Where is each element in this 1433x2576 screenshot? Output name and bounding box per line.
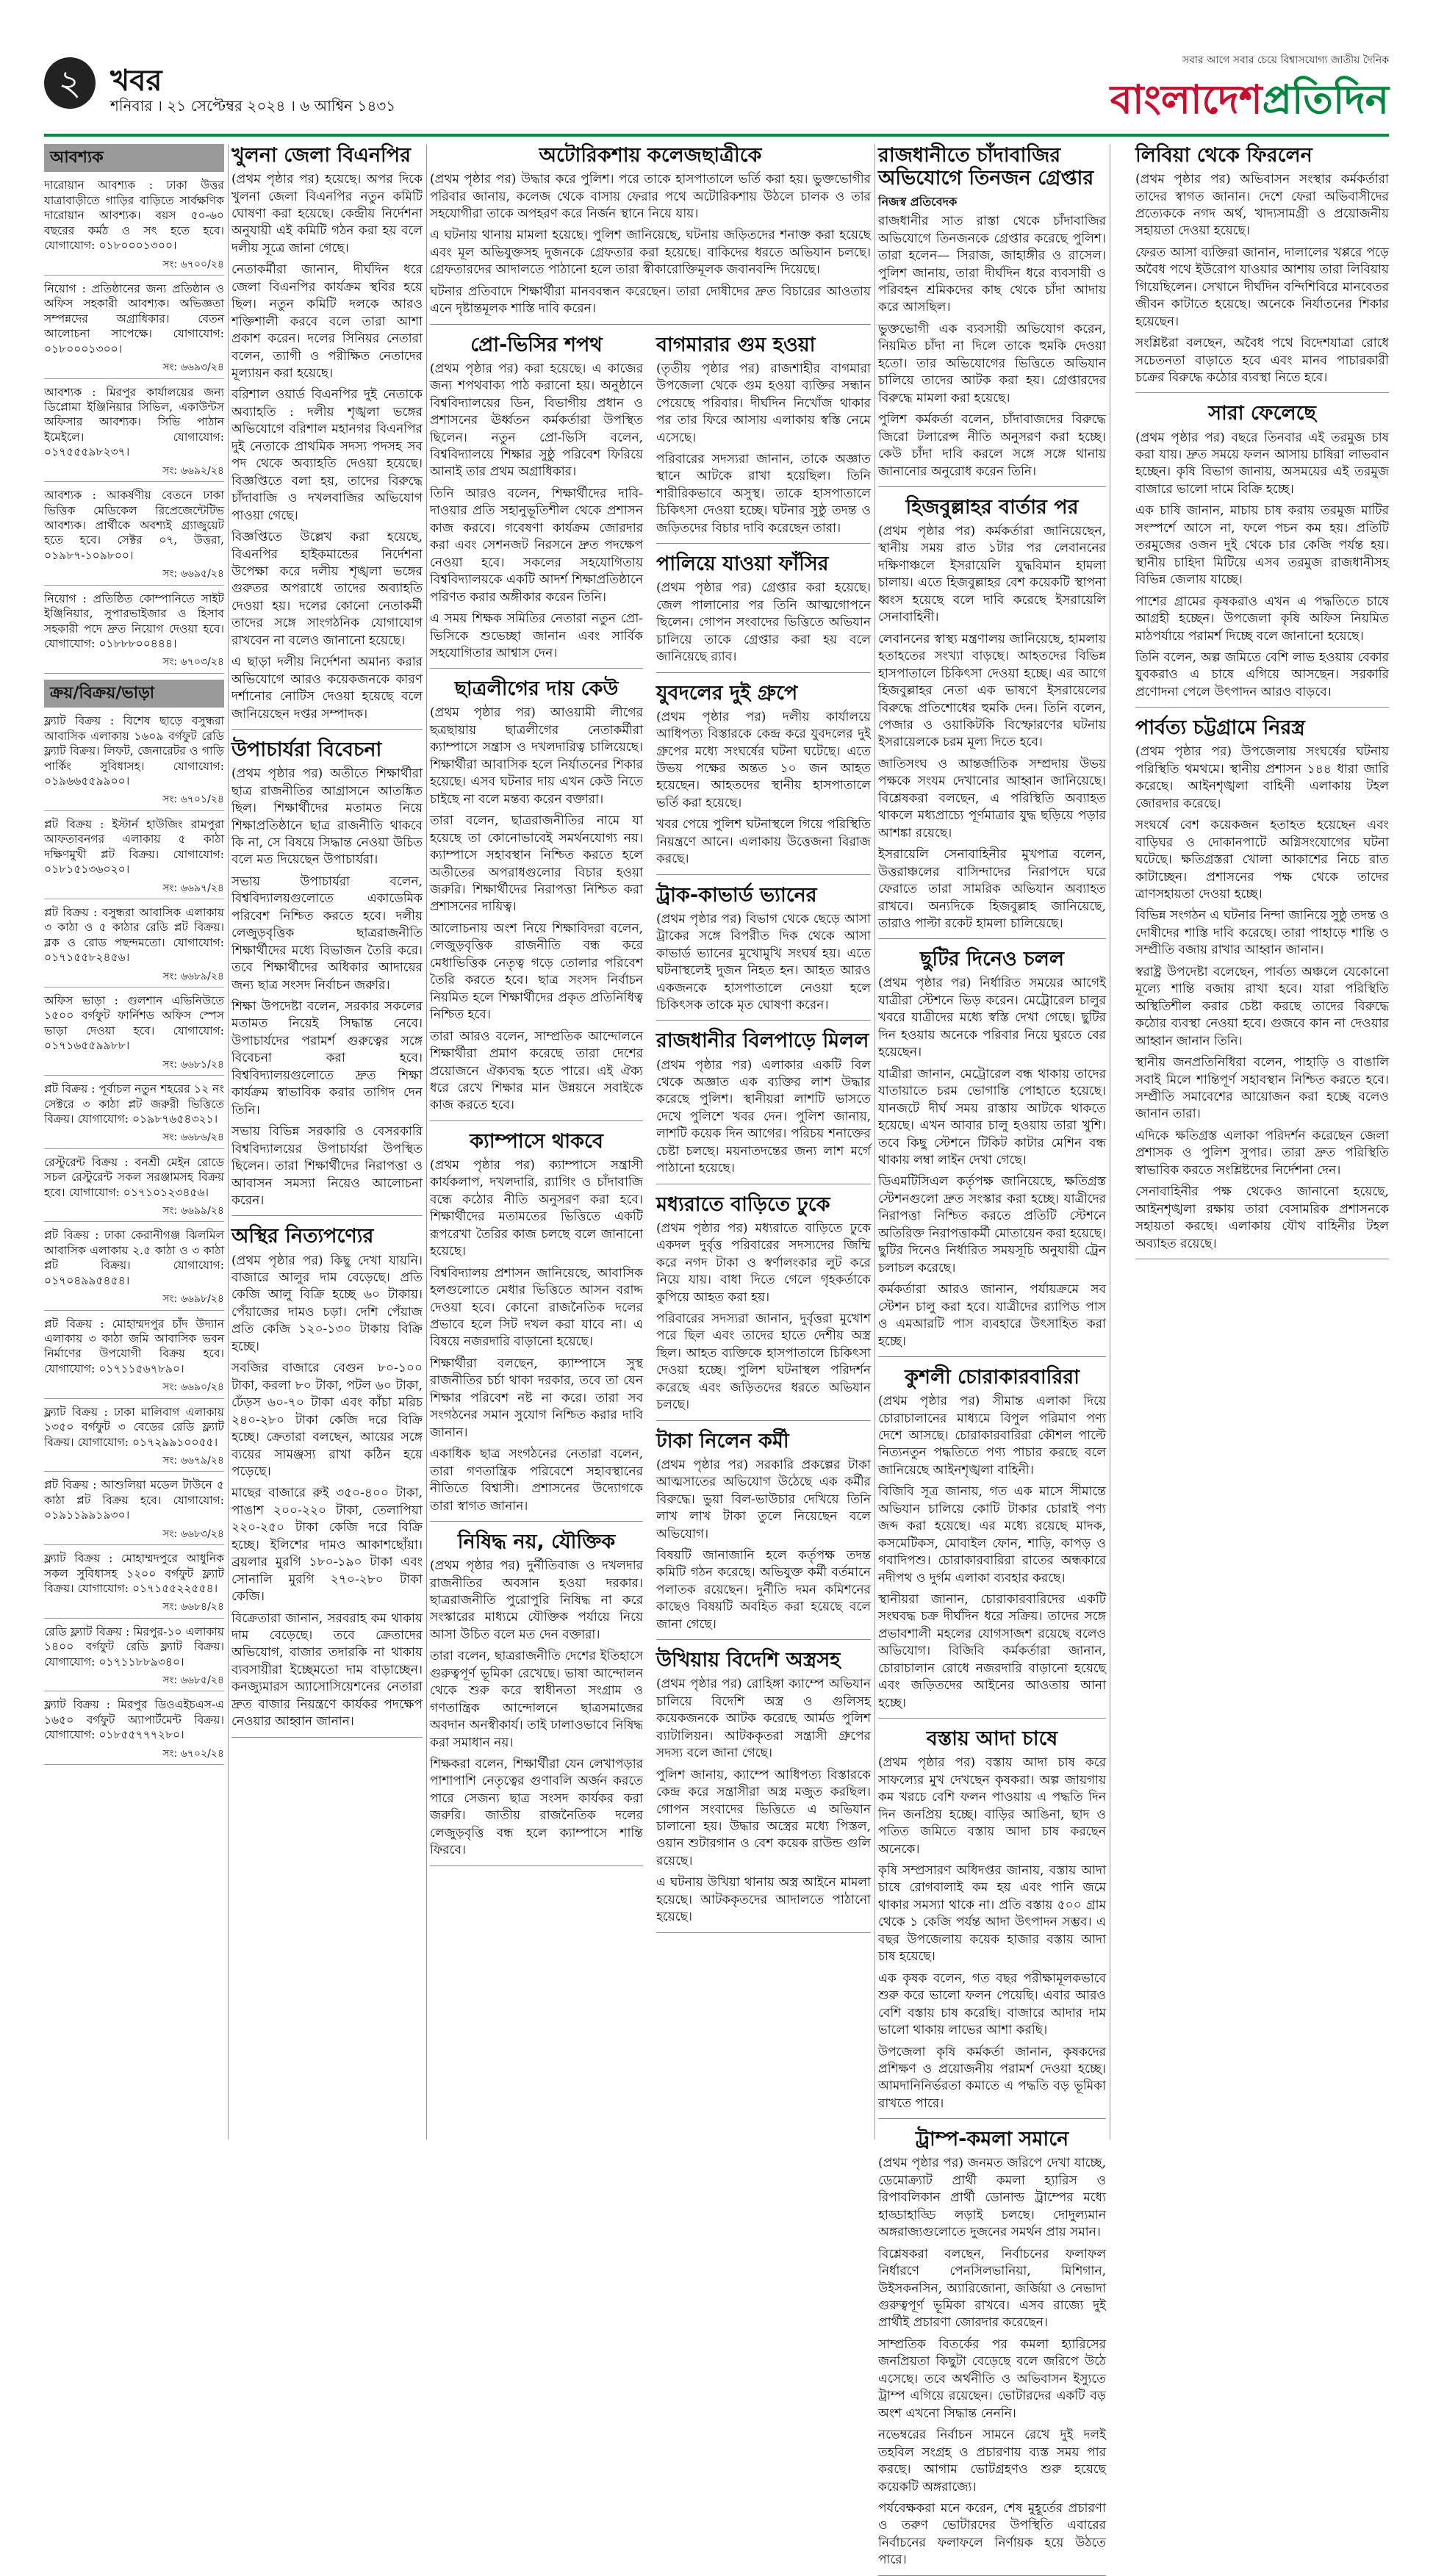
classified-ad: নিয়োগ : প্রতিষ্ঠানের জন্য প্রতিষ্ঠান ও অফিস সহকারী আবশ্যক। অভিজ্ঞতা সম্পন্নদের অগ্রাধিকার। বেতন আলোচনা সাপেক্ষে। যোগাযোগ: ০১৮০০০১৩০০। [44, 281, 224, 356]
story-paragraph: বিশ্লেষকরা বলছেন, নির্বাচনের ফলাফল নির্ধারণে পেনসিলভানিয়া, মিশিগান, উইসকনসিন, অ্যারিজোনা, জর্জিয়া ও নেভাদা গুরুত্বপূর্ণ ভূমিকা রাখবে। এসব রাজ্যে দুই প্রার্থীই প্রচারণা জোরদার করেছেন। [878, 2246, 1106, 2331]
story-paragraph: (প্রথম পৃষ্ঠার পর) রোহিঙ্গা ক্যাম্পে অভিযান চালিয়ে বিদেশি অস্ত্র ও গুলিসহ কয়েকজনকে আটক করেছে আর্মড পুলিশ ব্যাটালিয়ন। আটককৃতরা সন্ত্রাসী গ্রুপের সদস্য বলে জানা গেছে। [656, 1677, 871, 1761]
classified-ref: সং: ৬৭০১/২৪ [44, 793, 224, 810]
story-paragraph: যাত্রীরা জানান, মেট্রোরেল বন্ধ থাকায় তাদের যাতায়াতে চরম ভোগান্তি পোহাতে হয়েছে। যানজটে দীর্ঘ সময় রাস্তায় আটকে থাকতে হয়েছে। এখন আবার চালু হওয়ায় তারা খুশি। তবে কিছু স্টেশনে টিকিট কাটার মেশিন বন্ধ থাকায় লম্বা লাইন দেখা গেছে। [878, 1066, 1106, 1168]
classified-ad: প্লট বিক্রয় : ইস্টার্ন হাউজিং রামপুরা আফতাবনগর এলাকায় ৫ কাঠা দক্ষিণমুখী প্লট বিক্রয়। যোগাযোগ: ০১৮১৫১৩৬০২০। [44, 817, 224, 877]
story-paragraph: জাতিসংঘ ও আন্তর্জাতিক সম্প্রদায় উভয় পক্ষকে সংযম দেখানোর আহ্বান জানিয়েছে। বিশ্লেষকরা বলছেন, এ পরিস্থিতি অব্যাহত থাকলে মধ্যপ্রাচ্যে পূর্ণমাত্রার যুদ্ধ ছড়িয়ে পড়ার আশঙ্কা রয়েছে। [878, 756, 1106, 841]
headline: ছাত্রলীগের দায় কেউ [454, 677, 619, 701]
classified-ref: সং: ৬৬৯৭/২৪ [44, 882, 224, 899]
classified-ref: সং: ৬৬৯৫/২৪ [44, 567, 224, 585]
story-divider [656, 1020, 871, 1021]
story-paragraph: (প্রথম পৃষ্ঠার পর) উদ্ধার করে পুলিশ। পরে তাকে হাসপাতালে ভর্তি করা হয়। ভুক্তভোগীর পরিবার জানায়, কলেজ থেকে বাসায় ফেরার পথে অটোরিকশায় উঠলে চালক ও তার সহযোগীরা তাকে অপহরণ করে নির্জন স্থানে নিয়ে যায়। [430, 172, 871, 221]
story-paragraph: (প্রথম পৃষ্ঠার পর) সীমান্ত এলাকা দিয়ে চোরাচালানের মাধ্যমে বিপুল পরিমাণ পণ্য দেশে আসছে। চোরাকারবারিরা কৌশল পাল্টে নিত্যনতুন পদ্ধতিতে পণ্য পাচার করছে বলে জানিয়েছে আইনশৃঙ্খলা বাহিনী। [878, 1394, 1106, 1478]
masthead [1110, 51, 1389, 135]
classified-ref: সং: ৬৬৯০/২৪ [44, 1381, 224, 1398]
story-divider [656, 874, 871, 875]
story-paragraph: সেনাবাহিনীর পক্ষ থেকেও জানানো হয়েছে, আইনশৃঙ্খলা রক্ষায় তারা বেসামরিক প্রশাসনকে সহায়তা করছে। এলাকায় যৌথ বাহিনীর টহল অব্যাহত রয়েছে। [1135, 1184, 1389, 1251]
story-truck [656, 884, 871, 1021]
classified-ref: সং: ৬৬৮৩/২৪ [44, 1528, 224, 1545]
section-title: খবর [110, 64, 162, 98]
story-paragraph: (প্রথম পৃষ্ঠার পর) সরকারি প্রকল্পের টাকা আত্মসাতের অভিযোগ উঠেছে এক কর্মীর বিরুদ্ধে। ভুয়া বিল-ভাউচার দেখিয়ে তিনি লাখ লাখ টাকা তুলে নিয়েছেন বলে অভিযোগ। [656, 1457, 871, 1541]
masthead-tagline: সবার আগে সবার চেয়ে বিশ্বাসযোগ্য জাতীয় দৈনিক [1182, 54, 1389, 66]
story-paragraph: সংশ্লিষ্টরা বলছেন, অবৈধ পথে বিদেশযাত্রা রোধে সচেতনতা বাড়াতে হবে এবং মানব পাচারকারী চক্রের বিরুদ্ধে কঠোর ব্যবস্থা নিতে হবে। [1135, 336, 1389, 386]
headline: বস্তায় আদা চাষে [926, 1727, 1058, 1751]
story-paragraph: পুলিশ কর্মকর্তা বলেন, চাঁদাবাজদের বিরুদ্ধে জিরো টলারেন্স নীতি অনুসরণ করা হচ্ছে। কেউ চাঁদা দাবি করলে সঙ্গে সঙ্গে থানায় জানানোর অনুরোধ করেন তিনি। [878, 412, 1106, 479]
story-paragraph: সভায় বিভিন্ন সরকারি ও বেসরকারি বিশ্ববিদ্যালয়ের উপাচার্যরা উপস্থিত ছিলেন। তারা শিক্ষার্থীদের নিরাপত্তা ও আবাসন সমস্যা নিয়েও আলোচনা করেন। [231, 1124, 423, 1209]
story-khulna [231, 144, 423, 730]
classified-ad: ফ্ল্যাট বিক্রয় : বিশেষ ছাড়ে বসুন্ধরা আবাসিক এলাকায় ১৬০৯ বর্গফুট রেডি ফ্ল্যাট বিক্রয়। লিফট, জেনারেটর ও গাড়ি পার্কিং সুবিধাসহ। যোগাযোগ: ০১৯৬৬৫৫৯৯০০। [44, 714, 224, 788]
story-paragraph: তারা বলেন, ছাত্ররাজনীতি দেশের ইতিহাসে গুরুত্বপূর্ণ ভূমিকা রেখেছে। ভাষা আন্দোলন থেকে শুরু করে স্বাধীনতা সংগ্রাম ও গণতান্ত্রিক আন্দোলনে ছাত্রসমাজের অবদান অনস্বীকার্য। তাই ঢালাওভাবে নিষিদ্ধ করা সমাধান নয়। [430, 1649, 643, 1750]
headline: উপাচার্যরা বিবেচনা [231, 738, 382, 762]
classified-ad: আবশ্যক : আকর্ষণীয় বেতনে ঢাকা ভিত্তিক মেডিকেল রিপ্রেজেন্টেটিভ আবশ্যক। প্রার্থীকে অবশ্যই গ্র্যাজুয়েট হতে হবে। সেক্টর ০৭, উত্তরা, ০১৯৮৭-১০৯৮০০। [44, 489, 224, 562]
story-paragraph: (প্রথম পৃষ্ঠার পর) এলাকার একটি বিল থেকে অজ্ঞাত এক ব্যক্তির লাশ উদ্ধার করেছে পুলিশ। স্থানীয়রা লাশটি ভাসতে দেখে পুলিশে খবর দেন। পুলিশ জানায়, লাশটি কয়েক দিন আগের। পরিচয় শনাক্তের চেষ্টা চলছে। ময়নাতদন্তের জন্য লাশ মর্গে পাঠানো হয়েছে। [656, 1057, 871, 1176]
story-paragraph: (প্রথম পৃষ্ঠার পর) বিভাগ থেকে ছেড়ে আসা ট্রাকের সঙ্গে বিপরীত দিক থেকে আসা কাভার্ড ভ্যানের মুখোমুখি সংঘর্ষ হয়। এতে ঘটনাস্থলেই দুজন নিহত হন। আহত আরও একজনকে হাসপাতালে নেওয়া হলে চিকিৎসক তাকে মৃত ঘোষণা করেন। [656, 911, 871, 1012]
classified-ad: রেডি ফ্ল্যাট বিক্রয় : মিরপুর-১০ এলাকায় ১৪০০ বর্গফুট রেডি ফ্ল্যাট বিক্রয়। যোগাযোগ: ০১৭১১৮৮৯৩৪০। [44, 1625, 224, 1669]
story-divider [231, 729, 423, 730]
classified-ref: সং: ৬৬৮১/২৪ [44, 1058, 224, 1076]
story-divider [231, 1215, 423, 1216]
story-paragraph: পরিবারের সদস্যরা জানান, তাকে অজ্ঞাত স্থানে আটকে রাখা হয়েছিল। তিনি শারীরিকভাবে অসুস্থ। তাকে হাসপাতালে চিকিৎসা দেওয়া হচ্ছে। ঘটনার সুষ্ঠু তদন্ত ও জড়িতদের বিচার দাবি করেছেন তারা। [656, 451, 871, 536]
story-paragraph: তিনি আরও বলেন, শিক্ষার্থীদের দাবি-দাওয়ার প্রতি সহানুভূতিশীল থেকে প্রশাসন কাজ করবে। গবেষণা কার্যক্রম জোরদার করা এবং সেশনজট নিরসনে দ্রুত পদক্ষেপ নেওয়া হবে। সকলের সহযোগিতায় বিশ্ববিদ্যালয়কে একটি আদর্শ শিক্ষাপ্রতিষ্ঠানে পরিণত করার অঙ্গীকার করেন তিনি। [430, 486, 643, 605]
byline: নিজস্ব প্রতিবেদক [878, 195, 958, 209]
story-paragraph: ইসরায়েলি সেনাবাহিনীর মুখপাত্র বলেন, উত্তরাঞ্চলের বাসিন্দাদের নিরাপদে ঘরে ফেরাতে তারা সামরিক অভিযান অব্যাহত রাখবে। অন্যদিকে হিজবুল্লাহ জানিয়েছে, তারাও পাল্টা রকেট হামলা চালিয়েছে। [878, 847, 1106, 931]
story-paragraph: এদিকে ক্ষতিগ্রস্ত এলাকা পরিদর্শন করেছেন জেলা প্রশাসক ও পুলিশ সুপার। তারা দ্রুত পরিস্থিতি স্বাভাবিক করতে সংশ্লিষ্টদের নির্দেশনা দেন। [1135, 1128, 1389, 1178]
headline: ট্রাম্প-কমলা সমানে [915, 2128, 1069, 2151]
story-paragraph: উপজেলা কৃষি কর্মকর্তা জানান, কৃষকদের প্রশিক্ষণ ও প্রয়োজনীয় পরামর্শ দেওয়া হচ্ছে। আমদানিনির্ভরতা কমাতে এ পদ্ধতি বড় ভূমিকা রাখতে পারে। [878, 2044, 1106, 2111]
story-divider [656, 1420, 871, 1421]
classified-ref: সং: ৬৬৭৯/২৪ [44, 1454, 224, 1472]
story-divider [878, 1356, 1106, 1357]
story-fashir [656, 553, 871, 672]
story-campus [430, 1130, 643, 1522]
story-provc [430, 334, 643, 669]
logo-part-2: প্রতিদিন [1262, 76, 1389, 123]
story-paragraph: সবজির বাজারে বেগুন ৮০-১০০ টাকা, করলা ৮০ টাকা, পটল ৬০ টাকা, ঢেঁড়স ৬০-৭০ টাকা এবং কাঁচা মরিচ ২৪০-২৮০ টাকা কেজি দরে বিক্রি হচ্ছে। ক্রেতারা বলছেন, আয়ের সঙ্গে ব্যয়ের সামঞ্জস্য রাখা কঠিন হয়ে পড়েছে। [231, 1361, 423, 1479]
story-jubodol [656, 682, 871, 875]
story-divider [878, 2118, 1106, 2119]
classified-ad: প্লট বিক্রয় : বসুন্ধরা আবাসিক এলাকায় ৩ কাঠা ও ৫ কাঠার রেডি প্লট বিক্রয়। ব্লক ও রোড পছন্দমতো। যোগাযোগ: ০১৭১৫৫৮২৪৫৬। [44, 905, 224, 965]
story-paragraph: স্থানীয় জনপ্রতিনিধিরা বলেন, পাহাড়ি ও বাঙালি সবাই মিলে শান্তিপূর্ণ সহাবস্থান নিশ্চিত করতে হবে। সম্প্রীতি সমাবেশের আয়োজন করা হচ্ছে বলেও জানান তারা। [1135, 1055, 1389, 1122]
story-paragraph: একাধিক ছাত্র সংগঠনের নেতারা বলেন, তারা গণতান্ত্রিক পরিবেশে সহাবস্থানের নীতিতে বিশ্বাসী। প্রশাসনের উদ্যোগকে তারা স্বাগত জানান। [430, 1447, 643, 1514]
story-paragraph: (প্রথম পৃষ্ঠার পর) জনমত জরিপে দেখা যাচ্ছে, ডেমোক্র্যাট প্রার্থী কমলা হ্যারিস ও রিপাবলিকান প্রার্থী ডোনাল্ড ট্রাম্পের মধ্যে হাড্ডাহাড্ডি লড়াই চলছে। দোদুল্যমান অঙ্গরাজ্যগুলোতে দুজনের সমর্থন প্রায় সমান। [878, 2156, 1106, 2240]
column-3a [430, 334, 643, 1875]
story-upadhi [231, 738, 423, 1216]
dateline: শনিবার । ২১ সেপ্টেম্বর ২০২৪ । ৬ আশ্বিন ১৪৩১ [110, 97, 396, 115]
story-divider [878, 938, 1106, 939]
story-paragraph: তিনি বলেন, অল্প জমিতে বেশি লাভ হওয়ায় বেকার যুবকরাও এ চাষে এগিয়ে আসছেন। সরকারি প্রণোদনা পেলে উৎপাদন আরও বাড়বে। [1135, 650, 1389, 699]
story-paragraph: নভেম্বরের নির্বাচন সামনে রেখে দুই দলই তহবিল সংগ্রহ ও প্রচারণায় ব্যস্ত সময় পার করছে। আগাম ভোটগ্রহণও শুরু হয়েছে কয়েকটি অঙ্গরাজ্যে। [878, 2428, 1106, 2494]
headline: অটোরিকশায় কলেজছাত্রীকে [539, 144, 762, 167]
classifieds-column [44, 144, 224, 2140]
classified-ad: ফ্ল্যাট বিক্রয় : ঢাকা মালিবাগ এলাকায় ১৩৫০ বর্গফুট ৩ বেডের রেডি ফ্ল্যাট বিক্রয়। যোগাযোগ: ০১৭২৯৯১০০৫৫। [44, 1405, 224, 1449]
headline: হিজবুল্লাহর বার্তার পর [905, 495, 1079, 519]
story-trump [878, 2128, 1106, 2575]
story-paragraph: (প্রথম পৃষ্ঠার পর) অভিবাসন সংস্থার কর্মকর্তারা তাদের স্বাগত জানান। দেশে ফেরা অভিবাসীদের প্রত্যেককে নগদ অর্থ, খাদ্যসামগ্রী ও প্রয়োজনীয় সহায়তা দেওয়া হয়েছে। [1135, 172, 1389, 239]
page-number: ২ [44, 57, 96, 109]
story-paragraph: পর্যবেক্ষকরা মনে করেন, শেষ মুহূর্তের প্রচারণা ও তরুণ ভোটারদের উপস্থিতি এবারের নির্বাচনের ফলাফলে নির্ণায়ক হয়ে উঠতে পারে। [878, 2500, 1106, 2568]
story-taka [656, 1430, 871, 1641]
story-paragraph: (প্রথম পৃষ্ঠার পর) মধ্যরাতে বাড়িতে ঢুকে একদল দুর্বৃত্ত পরিবারের সদস্যদের জিম্মি করে নগদ টাকা ও স্বর্ণালংকার লুট করে নিয়ে যায়। বাধা দিতে গেলে গৃহকর্তাকে কুপিয়ে আহত করা হয়। [656, 1220, 871, 1305]
column-divider [426, 144, 427, 2140]
headline: পালিয়ে যাওয়া ফাঁসির [656, 553, 829, 576]
story-paragraph: পুলিশ জানায়, ক্যাম্পে আধিপত্য বিস্তারকে কেন্দ্র করে সন্ত্রাসীরা অস্ত্র মজুত করছিল। গোপন সংবাদের ভিত্তিতে এ অভিযান চালানো হয়। উদ্ধার অস্ত্রের মধ্যে পিস্তল, ওয়ান শুটারগান ও বেশ কয়েক রাউন্ড গুলি রয়েছে। [656, 1767, 871, 1868]
story-paragraph: ভুক্তভোগী এক ব্যবসায়ী অভিযোগ করেন, নিয়মিত চাঁদা না দিলে তাকে হুমকি দেওয়া হতো। তার অভিযোগের ভিত্তিতে অভিযান চালিয়ে তাদের আটক করা হয়। গ্রেপ্তারদের বিরুদ্ধে মামলা করা হয়েছে। [878, 321, 1106, 406]
story-moddhoraat [656, 1193, 871, 1421]
headline: বাগমারার গুম হওয়া [656, 333, 816, 356]
story-paragraph: শিক্ষা উপদেষ্টা বলেন, সরকার সকলের মতামত নিয়েই সিদ্ধান্ত নেবে। উপাচার্যদের পরামর্শ গুরুত্বের সঙ্গে বিবেচনা করা হবে। বিশ্ববিদ্যালয়গুলোতে দ্রুত শিক্ষা কার্যক্রম স্বাভাবিক করার তাগিদ দেন তিনি। [231, 999, 423, 1118]
story-paragraph: পাশের গ্রামের কৃষকরাও এখন এ পদ্ধতিতে চাষে আগ্রহী হচ্ছেন। উপজেলা কৃষি অফিস নিয়মিত মাঠপর্যায়ে পরামর্শ দিচ্ছে বলে জানানো হয়েছে। [1135, 594, 1389, 644]
story-paragraph: মাছের বাজারে রুই ৩৫০-৪০০ টাকা, পাঙাশ ২০০-২২০ টাকা, তেলাপিয়া ২২০-২৫০ টাকা কেজি দরে বিক্রি হচ্ছে। ইলিশের দামও আকাশছোঁয়া। ব্রয়লার মুরগি ১৮০-১৯০ টাকা এবং সোনালি মুরগি ২৭০-২৮০ টাকা কেজি। [231, 1486, 423, 1605]
classified-ad: ফ্ল্যাট বিক্রয় : মোহাম্মদপুরে আধুনিক সকল সুবিধাসহ ১২০০ বর্গফুট ফ্ল্যাট বিক্রয়। যোগাযোগ: ০১৭১৫৫২২৫৫৪। [44, 1552, 224, 1595]
headline: প্রো-ভিসির শপথ [470, 333, 603, 356]
story-bagmara [656, 334, 871, 544]
headline: অস্থির নিত্যপণ্যের [231, 1225, 374, 1248]
story-paragraph: (প্রথম পৃষ্ঠার পর) অতীতে শিক্ষার্থীরা ছাত্র রাজনীতির আগ্রাসনে আতঙ্কিত ছিল। শিক্ষার্থীদের মতামত নিয়ে শিক্ষাপ্রতিষ্ঠানে ছাত্র রাজনীতি থাকবে কি না, সে বিষয়ে সিদ্ধান্ত নেওয়া উচিত বলে মত দিয়েছেন উপাচার্যরা। [231, 766, 423, 868]
news-column-3 [430, 144, 871, 2140]
classified-ad: দারোয়ান আবশ্যক : ঢাকা উত্তর যাত্রাবাড়ীতে গাড়ির বাড়িতে সার্বক্ষণিক দারোয়ান আবশ্যক। বয়স ৫০-৬০ বছরের কর্মঠ ও সৎ হতে হবে। যোগাযোগ: ০১৮০০০১৩০০। [44, 179, 224, 253]
classified-ref: সং: ৬৬৯৯/২৪ [44, 1204, 224, 1222]
headline: টাকা নিলেন কর্মী [656, 1429, 789, 1453]
story-paragraph: ডিএমটিসিএল কর্তৃপক্ষ জানিয়েছে, ক্ষতিগ্রস্ত স্টেশনগুলো দ্রুত সংস্কার করা হচ্ছে। যাত্রীদের নিরাপত্তা নিশ্চিত করতে প্রতিটি স্টেশনে অতিরিক্ত নিরাপত্তাকর্মী মোতায়েন করা হয়েছে। ছুটির দিনেও নির্ধারিত সময়সূচি অনুযায়ী ট্রেন চলাচল করেছে। [878, 1174, 1106, 1276]
story-paragraph: সভায় উপাচার্যরা বলেন, বিশ্ববিদ্যালয়গুলোতে একাডেমিক পরিবেশ নিশ্চিত করতে হবে। দলীয় লেজুড়বৃত্তিক ছাত্ররাজনীতি শিক্ষার্থীদের মধ্যে বিভাজন তৈরি করে। তবে শিক্ষার্থীদের অধিকার আদায়ের জন্য ছাত্র সংসদ নির্বাচন জরুরি। [231, 874, 423, 993]
story-paragraph: বরিশাল ওয়ার্ড বিএনপির দুই নেতাকে অব্যাহতি : দলীয় শৃঙ্খলা ভঙ্গের অভিযোগে বরিশাল মহানগর বিএনপির দুই নেতাকে প্রাথমিক সদস্য পদসহ সব পদ থেকে অব্যাহতি দেওয়া হয়েছে। বিজ্ঞপ্তিতে বলা হয়, তাদের বিরুদ্ধে চাঁদাবাজি ও দখলবাজির অভিযোগ পাওয়া গেছে। [231, 387, 423, 523]
column-3-split [430, 334, 871, 2244]
classified-ref: সং: ৬৬৮৫/২৪ [44, 1674, 224, 1691]
story-divider [656, 1639, 871, 1640]
story-paragraph: তারা বলেন, ছাত্ররাজনীতির নামে যা হয়েছে তা কোনোভাবেই সমর্থনযোগ্য নয়। ক্যাম্পাসে সহাবস্থান নিশ্চিত করতে হলে অতীতের অপরাধগুলোর বিচার হওয়া জরুরি। শিক্ষার্থীদের নিরাপত্তা নিশ্চিত করা প্রশাসনের দায়িত্ব। [430, 813, 643, 915]
headline: যুবদলের দুই গ্রুপে [656, 681, 798, 705]
classifieds-wanted-list [44, 178, 224, 673]
story-chhuti [878, 948, 1106, 1357]
story-paragraph: (প্রথম পৃষ্ঠার পর) আওয়ামী লীগের ছত্রছায়ায় ছাত্রলীগের নেতাকর্মীরা ক্যাম্পাসে সন্ত্রাস ও দখলদারিত্ব চালিয়েছে। শিক্ষার্থীরা আবাসিক হলে নির্যাতনের শিকার হয়েছে। এসব ঘটনার দায় এখন কেউ নিতে চাইছে না বলে মন্তব্য করেন বক্তারা। [430, 705, 643, 807]
page-header [44, 51, 1389, 132]
classified-ad: প্লট বিক্রয় : পূর্বাচল নতুন শহরের ১২ নং সেক্টরে ৩ কাঠা প্লট জরুরী ভিত্তিতে বিক্রয়। যোগাযোগ: ০১৯৮৭৬৫৪৩২১। [44, 1082, 224, 1126]
story-paragraph: (প্রথম পৃষ্ঠার পর) উপজেলায় সংঘর্ষের ঘটনায় পরিস্থিতি থমথমে। স্থানীয় প্রশাসন ১৪৪ ধারা জারি করেছে। আইনশৃঙ্খলা বাহিনী এলাকায় টহল জোরদার করেছে। [1135, 744, 1389, 811]
story-divider [656, 1932, 871, 1933]
classified-ad: প্লট বিক্রয় : ঢাকা কেরানীগঞ্জ ঝিলমিল আবাসিক এলাকায় ২.৫ কাঠা ও ৩ কাঠা প্লট বিক্রয়। যোগাযোগ: ০১৭০৪৯৯৫৪৫৪। [44, 1228, 224, 1287]
story-paragraph: নেতাকর্মীরা জানান, দীর্ঘদিন ধরে জেলা বিএনপির কার্যক্রম স্থবির হয়ে ছিল। নতুন কমিটি দলকে আরও শক্তিশালী করবে বলে তারা আশা প্রকাশ করেন। দলের সিনিয়র নেতারা বলেন, ত্যাগী ও পরীক্ষিত নেতাদের মূল্যায়ন করা হয়েছে। [231, 262, 423, 381]
classified-ad: অফিস ভাড়া : গুলশান এভিনিউতে ১৫০০ বর্গফুট ফার্নিশড অফিস স্পেস ভাড়া দেওয়া হবে। যোগাযোগ: ০১৭১৬৫৫৯৯৮৮। [44, 993, 224, 1053]
classified-ref: সং: ৬৭০২/২৪ [44, 1747, 224, 1765]
story-sara [1135, 402, 1389, 708]
story-ostir [231, 1225, 423, 1737]
classifieds-heading-wanted: আবশ্যক [44, 144, 224, 172]
story-paragraph: খবর পেয়ে পুলিশ ঘটনাস্থলে গিয়ে পরিস্থিতি নিয়ন্ত্রণে আনে। এলাকায় উত্তেজনা বিরাজ করছে। [656, 817, 871, 867]
headline: পার্বত্য চট্টগ্রামে নিরস্ত্র [1135, 716, 1305, 740]
story-divider [656, 672, 871, 673]
classified-ad: আবশ্যক : মিরপুর কার্যালয়ের জন্য ডিপ্লোমা ইঞ্জিনিয়ার সিভিল, একাউন্টস অফিসার আবশ্যক। সিভি পাঠান ইমেইলে। যোগাযোগ: ০১৭৫৫৫৯৮২৩৭। [44, 385, 224, 459]
story-nishiddho [430, 1530, 643, 1866]
story-paragraph: এক চাষি জানান, মাচায় চাষ করায় তরমুজ মাটির সংস্পর্শে আসে না, ফলে পচন কম হয়। প্রতিটি তরমুজের ওজন দুই থেকে চার কেজি পর্যন্ত হয়। স্থানীয় চাহিদা মিটিয়ে এসব তরমুজ রাজধানীসহ বিভিন্ন জেলায় যাচ্ছে। [1135, 503, 1389, 588]
story-ukhia [656, 1649, 871, 1932]
news-column-5 [1135, 144, 1389, 2140]
headline: ট্রাক-কাভার্ড ভ্যানের [656, 883, 817, 907]
classified-ad: প্লট বিক্রয় : আশুলিয়া মডেল টাউনে ৫ কাঠা প্লট বিক্রয় হবে। যোগাযোগ: ০১৯১১৯৯১৯৩০। [44, 1478, 224, 1522]
classified-ref: সং: ৬৬৯৩/২৪ [44, 361, 224, 378]
story-paragraph: (প্রথম পৃষ্ঠার পর) কিছু দেখা যায়নি। বাজারে আলুর দাম বেড়েছে। প্রতি কেজি আলু বিক্রি হচ্ছে ৬০ টাকায়। পেঁয়াজের দামও চড়া। দেশি পেঁয়াজ প্রতি কেজি ১২০-১৩০ টাকায় বিক্রি হচ্ছে। [231, 1253, 423, 1354]
story-paragraph: (প্রথম পৃষ্ঠার পর) বস্তায় আদা চাষ করে সাফল্যের মুখ দেখছেন কৃষকরা। অল্প জায়গায় কম খরচে বেশি ফলন পাওয়ায় এ পদ্ধতি দিন দিন জনপ্রিয় হচ্ছে। বাড়ির আঙিনা, ছাদ ও পতিত জমিতে বস্তায় আদা চাষ করছেন অনেকে। [878, 1755, 1106, 1857]
headline: রাজধানীতে চাঁদাবাজির অভিযোগে তিনজন গ্রেপ্তার [878, 144, 1094, 190]
story-divider [430, 1120, 643, 1121]
story-paragraph: বিক্রেতারা জানান, সরবরাহ কম থাকায় দাম বেড়েছে। তবে ক্রেতাদের অভিযোগ, বাজার তদারকি না থাকায় ব্যবসায়ীরা ইচ্ছেমতো দাম বাড়াচ্ছেন। কনজ্যুমারস অ্যাসোসিয়েশনের নেতারা দ্রুত বাজার নিয়ন্ত্রণে কার্যকর পদক্ষেপ নেওয়ার আহ্বান জানান। [231, 1611, 423, 1730]
story-paragraph: বিজ্ঞপ্তিতে উল্লেখ করা হয়েছে, বিএনপির হাইকমান্ডের নির্দেশনা উপেক্ষা করে দলীয় শৃঙ্খলা ভঙ্গের গুরুতর অপরাধে তাদের অব্যাহতি দেওয়া হয়। দলের কোনো নেতাকর্মী তাদের সঙ্গে সাংগঠনিক যোগাযোগ রাখবেন না বলেও জানানো হয়েছে। [231, 530, 423, 648]
story-paragraph: (প্রথম পৃষ্ঠার পর) করা হয়েছে। এ কাজের জন্য শপথবাক্য পাঠ করানো হয়। অনুষ্ঠানে বিশ্ববিদ্যালয়ের ডিন, বিভাগীয় প্রধান ও প্রশাসনের ঊর্ধ্বতন কর্মকর্তারা উপস্থিত ছিলেন। নতুন প্রো-ভিসি বলেন, বিশ্ববিদ্যালয়ে শিক্ষার সুষ্ঠু পরিবেশ ফিরিয়ে আনাই তার প্রথম অগ্রাধিকার। [430, 361, 643, 480]
story-divider [1135, 707, 1389, 708]
header-rule [44, 134, 1389, 137]
classified-ref: সং: ৬৭০৩/২৪ [44, 655, 224, 673]
headline: ছুটির দিনেও চলল [919, 948, 1064, 971]
classified-ad: ফ্ল্যাট বিক্রয় : মিরপুর ডিওএইচএস-এ ১৬৫০ বর্গফুট অ্যাপার্টমেন্ট বিক্রয়। যোগাযোগ: ০১৮৫৫৭৭৭২৮০। [44, 1698, 224, 1742]
story-paragraph: তারা আরও বলেন, সাম্প্রতিক আন্দোলনে শিক্ষার্থীরা প্রমাণ করেছে তারা দেশের প্রয়োজনে ঐক্যবদ্ধ হতে পারে। এই ঐক্য ধরে রেখে শিক্ষার মান উন্নয়নে সবাইকে কাজ করতে হবে। [430, 1029, 643, 1113]
classifieds-sale-list [44, 713, 224, 1765]
story-paragraph: কর্মকর্তারা আরও জানান, পর্যায়ক্রমে সব স্টেশন চালু করা হবে। যাত্রীদের র‍্যাপিড পাস ও এমআরটি পাস ব্যবহারে উৎসাহিত করা হচ্ছে। [878, 1282, 1106, 1349]
column-divider [228, 144, 229, 2140]
story-paragraph: সাম্প্রতিক বিতর্কের পর কমলা হ্যারিসের জনপ্রিয়তা কিছুটা বেড়েছে বলে জরিপে উঠে এসেছে। তবে অর্থনীতি ও অভিবাসন ইস্যুতে ট্রাম্প এগিয়ে রয়েছেন। ভোটারদের একটি বড় অংশ এখনো সিদ্ধান্ত নেননি। [878, 2336, 1106, 2421]
story-paragraph: বিষয়টি জানাজানি হলে কর্তৃপক্ষ তদন্ত কমিটি গঠন করেছে। অভিযুক্ত কর্মী বর্তমানে পলাতক রয়েছেন। দুর্নীতি দমন কমিশনের কাছেও বিষয়টি অবহিত করা হয়েছে বলে জানা গেছে। [656, 1548, 871, 1632]
classified-ref: সং: ৬৬৯২/২৪ [44, 464, 224, 482]
story-paragraph: কৃষি সম্প্রসারণ অধিদপ্তর জানায়, বস্তায় আদা চাষে রোগবালাই কম হয় এবং পানি জমে থাকার সমস্যা থাকে না। প্রতি বস্তায় ৫০০ গ্রাম থেকে ১ কেজি পর্যন্ত আদা উৎপাদন সম্ভব। এ বছর উপজেলায় কয়েক হাজার বস্তায় আদা চাষ হয়েছে। [878, 1863, 1106, 1965]
story-parbotto [1135, 716, 1389, 1259]
story-paragraph: লেবাননের স্বাস্থ্য মন্ত্রণালয় জানিয়েছে, হামলায় হতাহতের সংখ্যা বাড়ছে। আহতদের বিভিন্ন হাসপাতালে চিকিৎসা দেওয়া হচ্ছে। এর আগে হিজবুল্লাহর নেতা এক ভাষণে ইসরায়েলের বিরুদ্ধে প্রতিশোধের হুমকি দেন। তিনি বলেন, পেজার ও ওয়াকিটকি বিস্ফোরণের ঘটনায় ইসরায়েলকে চরম মূল্য দিতে হবে। [878, 631, 1106, 750]
headline: সারা ফেলেছে [1208, 402, 1316, 425]
classified-ad: রেস্টুরেন্ট বিক্রয় : বনশ্রী মেইন রোডে সচল রেস্টুরেন্ট সকল সরঞ্জামসহ বিক্রয় হবে। যোগাযোগ: ০১৭১০১২৩৪৫৬। [44, 1155, 224, 1199]
headline: লিবিয়া থেকে ফিরলেন [1135, 144, 1312, 167]
story-divider [430, 324, 871, 325]
story-paragraph: এ সময় শিক্ষক সমিতির নেতারা নতুন প্রো-ভিসিকে শুভেচ্ছা জানান এবং সার্বিক সহযোগিতার আশ্বাস দেন। [430, 611, 643, 661]
story-paragraph: রাজধানীর সাত রাস্তা থেকে চাঁদাবাজির অভিযোগে তিনজনকে গ্রেপ্তার করেছে পুলিশ। তারা হলেন— সিরাজ, জাহাঙ্গীর ও রাসেল। পুলিশ জানায়, তারা দীর্ঘদিন ধরে ব্যবসায়ী ও পরিবহন শ্রমিকদের কাছ থেকে চাঁদা আদায় করে আসছিল। [878, 214, 1106, 315]
news-column-4 [878, 144, 1106, 2568]
classified-ref: সং: ৬৬৮৯/২৪ [44, 970, 224, 987]
classified-ad: নিয়োগ : প্রতিষ্ঠিত কোম্পানিতে সাইট ইঞ্জিনিয়ার, সুপারভাইজার ও হিসাব সহকারী পদে দ্রুত নিয়োগ দেওয়া হবে। যোগাযোগ: ০১৮৮৮০০৪৪৪। [44, 591, 224, 651]
headline: মধ্যরাতে বাড়িতে ঢুকে [656, 1192, 830, 1216]
story-paragraph: (প্রথম পৃষ্ঠার পর) ক্যাম্পাসে সন্ত্রাসী কার্যকলাপ, দখলদারি, র‍্যাগিং ও চাঁদাবাজি বন্ধে কঠোর নীতি অনুসরণ করা হবে। শিক্ষার্থীদের মতামতের ভিত্তিতে একটি রূপরেখা তৈরির কাজ চলছে বলে জানানো হয়েছে। [430, 1157, 643, 1259]
story-paragraph: স্বরাষ্ট্র উপদেষ্টা বলেছেন, পার্বত্য অঞ্চলে যেকোনো মূল্যে শান্তি বজায় রাখা হবে। যারা পরিস্থিতি অস্থিতিশীল করার চেষ্টা করছে তাদের বিরুদ্ধে কঠোর ব্যবস্থা নেওয়া হবে। গুজবে কান না দেওয়ার আহ্বান জানান তিনি। [1135, 964, 1389, 1048]
headline: খুলনা জেলা বিএনপির [231, 144, 411, 167]
story-autorickshaw [430, 144, 871, 325]
story-bilpar [656, 1029, 871, 1184]
story-chandabaji [878, 144, 1106, 487]
news-column-2 [231, 144, 423, 2140]
story-paragraph: (প্রথম পৃষ্ঠার পর) কর্মকর্তারা জানিয়েছেন, স্থানীয় সময় রাত ১টার পর লেবাননের দক্ষিণাঞ্চলে ইসরায়েলি যুদ্ধবিমান হামলা চালায়। এতে হিজবুল্লাহর বেশ কয়েকটি স্থাপনা ধ্বংস হয়েছে বলে দাবি করেছে ইসরায়েলি সেনাবাহিনী। [878, 524, 1106, 625]
story-paragraph: (প্রথম পৃষ্ঠার পর) দুর্নীতিবাজ ও দখলদার রাজনীতির অবসান হওয়া দরকার। ছাত্ররাজনীতি পুরোপুরি নিষিদ্ধ না করে সংস্কারের মাধ্যমে যৌক্তিক পর্যায়ে নিয়ে আসা উচিত বলে মত দেন বক্তারা। [430, 1558, 643, 1642]
story-kushli [878, 1366, 1106, 1719]
story-divider [656, 543, 871, 544]
story-divider [430, 1521, 643, 1522]
headline: উখিয়ায় বিদেশি অস্ত্রসহ [656, 1649, 841, 1672]
story-paragraph: আলোচনায় অংশ নিয়ে শিক্ষাবিদরা বলেন, লেজুড়বৃত্তিক রাজনীতি বন্ধ করে মেধাভিত্তিক নেতৃত্ব গড়ে তোলার পরিবেশ তৈরি করতে হবে। ছাত্র সংসদ নির্বাচন নিয়মিত হলে শিক্ষার্থীদের প্রকৃত প্রতিনিধিত্ব নিশ্চিত হবে। [430, 921, 643, 1023]
story-divider [1135, 392, 1389, 393]
story-hizbullah [878, 496, 1106, 939]
story-paragraph: ফেরত আসা ব্যক্তিরা জানান, দালালের খপ্পরে পড়ে অবৈধ পথে ইউরোপ যাওয়ার আশায় তারা লিবিয়ায় গিয়েছিলেন। সেখানে দীর্ঘদিন বন্দিশিবিরে মানবেতর জীবন কাটাতে হয়েছে। অনেকে নির্যাতনের শিকার হয়েছেন। [1135, 245, 1389, 329]
story-paragraph: (প্রথম পৃষ্ঠার পর) বছরে তিনবার এই তরমুজ চাষ করা যায়। দ্রুত সময়ে ফলন আসায় চাষিরা লাভবান হচ্ছেন। কৃষি বিভাগ জানায়, অসময়ের এই তরমুজ বাজারে ভালো দামে বিক্রি হচ্ছে। [1135, 430, 1389, 497]
headline: ক্যাম্পাসে থাকবে [470, 1129, 603, 1153]
story-libya [1135, 144, 1389, 393]
story-divider [231, 1737, 423, 1738]
story-bostay [878, 1727, 1106, 2119]
story-paragraph: এ ছাড়া দলীয় নির্দেশনা অমান্য করার অভিযোগে আরও কয়েকজনকে কারণ দর্শানোর নোটিস দেওয়া হয়েছে বলে জানিয়েছেন দপ্তর সম্পাদক। [231, 655, 423, 722]
classified-ad: প্লট বিক্রয় : মোহাম্মদপুর চাঁদ উদ্যান এলাকায় ৩ কাঠা জমি আবাসিক ভবন নির্মাণের উপযোগী বিক্রয় হবে। যোগাযোগ: ০১৭১১৫৬৭৮৯০। [44, 1317, 224, 1375]
classifieds-heading-sale: ক্রয়/বিক্রয়/ভাড়া [44, 680, 224, 708]
headline: কুশলী চোরাকারবারিরা [905, 1366, 1080, 1389]
classified-ref: সং: ৬৬৯৮/২৪ [44, 1292, 224, 1310]
story-paragraph: বিভিন্ন সংগঠন এ ঘটনার নিন্দা জানিয়ে সুষ্ঠু তদন্ত ও দোষীদের শাস্তি দাবি করেছে। তারা পাহাড়ে শান্তি ও সম্প্রীতি বজায় রাখার আহ্বান জানান। [1135, 908, 1389, 958]
story-paragraph: এ ঘটনায় থানায় মামলা হয়েছে। পুলিশ জানিয়েছে, ঘটনায় জড়িতদের শনাক্ত করা হয়েছে এবং মূল অভিযুক্তসহ দুজনকে গ্রেফতার করা হয়েছে। বাকিদের ধরতে অভিযান চলছে। গ্রেফতারদের আদালতে পাঠানো হলে তারা স্বীকারোক্তিমূলক জবানবন্দি দিয়েছে। [430, 228, 871, 278]
headline: নিষিদ্ধ নয়, যৌক্তিক [457, 1530, 616, 1553]
classified-ref: সং: ৬৭০০/২৪ [44, 258, 224, 276]
story-paragraph: স্থানীয়রা জানান, চোরাকারবারিদের একটি সংঘবদ্ধ চক্র দীর্ঘদিন ধরে সক্রিয়। তাদের সঙ্গে প্রভাবশালী মহলের যোগসাজশ রয়েছে বলেও অভিযোগ। বিজিবি কর্মকর্তারা জানান, চোরাচালান রোধে নজরদারি বাড়ানো হয়েছে এবং জড়িতদের আইনের আওতায় আনা হচ্ছে। [878, 1592, 1106, 1710]
classified-ref: সং: ৬৬৮৬/২৪ [44, 1131, 224, 1148]
story-divider [878, 486, 1106, 487]
story-paragraph: (প্রথম পৃষ্ঠার পর) গ্রেপ্তার করা হয়েছে। জেল পালানোর পর তিনি আত্মগোপনে ছিলেন। গোপন সংবাদের ভিত্তিতে অভিযান চালিয়ে তাকে গ্রেপ্তার করা হয় বলে জানিয়েছে র‍্যাব। [656, 580, 871, 665]
column-3b [656, 334, 871, 1942]
story-paragraph: সংঘর্ষে বেশ কয়েকজন হতাহত হয়েছেন এবং বাড়িঘর ও দোকানপাটে অগ্নিসংযোগের ঘটনা ঘটেছে। ক্ষতিগ্রস্তরা খোলা আকাশের নিচে রাত কাটাচ্ছেন। প্রশাসনের পক্ষ থেকে তাদের ত্রাণসহায়তা দেওয়া হচ্ছে। [1135, 818, 1389, 902]
story-divider [878, 1718, 1106, 1719]
story-paragraph: বিজিবি সূত্র জানায়, গত এক মাসে সীমান্তে অভিযান চালিয়ে কোটি টাকার চোরাই পণ্য জব্দ করা হয়েছে। এর মধ্যে রয়েছে মাদক, কসমেটিকস, মোবাইল ফোন, শাড়ি, কাপড় ও গবাদিপশু। চোরাকারবারিরা রাতের অন্ধকারে নদীপথ ও দুর্গম এলাকা ব্যবহার করছে। [878, 1484, 1106, 1586]
story-paragraph: এ ঘটনায় উখিয়া থানায় অস্ত্র আইনে মামলা হয়েছে। আটককৃতদের আদালতে পাঠানো হয়েছে। [656, 1875, 871, 1925]
story-paragraph: (প্রথম পৃষ্ঠার পর) নির্ধারিত সময়ের আগেই যাত্রীরা স্টেশনে ভিড় করেন। মেট্রোরেল চালুর খবরে যাত্রীদের মধ্যে স্বস্তি দেখা গেছে। ছুটির দিন হওয়ায় অনেকে পরিবার নিয়ে ঘুরতে বের হয়েছেন। [878, 976, 1106, 1060]
story-paragraph: এক কৃষক বলেন, গত বছর পরীক্ষামূলকভাবে শুরু করে ভালো ফলন পেয়েছি। এবার আরও বেশি বস্তায় চাষ করেছি। বাজারে আদার দাম ভালো থাকায় লাভের আশা করছি। [878, 1971, 1106, 2038]
story-divider [430, 668, 643, 669]
newspaper-logo [1110, 69, 1389, 135]
story-paragraph: বিশ্ববিদ্যালয় প্রশাসন জানিয়েছে, আবাসিক হলগুলোতে মেধার ভিত্তিতে আসন বরাদ্দ দেওয়া হবে। কোনো রাজনৈতিক দলের প্রভাবে হলে সিট দখল করা যাবে না। এ বিষয়ে নজরদারি বাড়ানো হয়েছে। [430, 1265, 643, 1350]
story-paragraph: শিক্ষকরা বলেন, শিক্ষার্থীরা যেন লেখাপড়ার পাশাপাশি নেতৃত্বের গুণাবলি অর্জন করতে পারে সেজন্য ছাত্র সংসদ কার্যকর করা জরুরি। জাতীয় রাজনৈতিক দলের লেজুড়বৃত্তি বন্ধ হলে ক্যাম্পাসে শান্তি ফিরবে। [430, 1757, 643, 1858]
classified-ref: সং: ৬৬৮৪/২৪ [44, 1600, 224, 1618]
story-paragraph: ঘটনার প্রতিবাদে শিক্ষার্থীরা মানববন্ধন করেছেন। তারা দোষীদের দ্রুত বিচারের আওতায় এনে দৃষ্টান্তমূলক শাস্তি দাবি করেন। [430, 284, 871, 317]
story-paragraph: (প্রথম পৃষ্ঠার পর) দলীয় কার্যালয়ে আধিপত্য বিস্তারকে কেন্দ্র করে যুবদলের দুই গ্রুপের মধ্যে সংঘর্ষের ঘটনা ঘটেছে। এতে উভয় পক্ষের অন্তত ১০ জন আহত হয়েছেন। আহতদের স্থানীয় হাসপাতালে ভর্তি করা হয়েছে। [656, 709, 871, 810]
story-paragraph: শিক্ষার্থীরা বলছেন, ক্যাম্পাসে সুস্থ রাজনীতির চর্চা থাকা দরকার, তবে তা যেন শিক্ষার পরিবেশ নষ্ট না করে। তারা সব সংগঠনের সমান সুযোগ নিশ্চিত করার দাবি জানান। [430, 1356, 643, 1440]
story-paragraph: (তৃতীয় পৃষ্ঠার পর) রাজশাহীর বাগমারা উপজেলা থেকে গুম হওয়া ব্যক্তির সন্ধান পেয়েছে পরিবার। দীর্ঘদিন নিখোঁজ থাকার পর তার ফিরে আসায় এলাকায় স্বস্তি নেমে এসেছে। [656, 361, 871, 445]
story-chhatrolig [430, 677, 643, 1120]
story-paragraph: পরিবারের সদস্যরা জানান, দুর্বৃত্তরা মুখোশ পরে ছিল এবং তাদের হাতে দেশীয় অস্ত্র ছিল। আহত ব্যক্তিকে হাসপাতালে চিকিৎসা দেওয়া হচ্ছে। পুলিশ ঘটনাস্থল পরিদর্শন করেছে এবং জড়িতদের ধরতে অভিযান চলছে। [656, 1311, 871, 1413]
column-divider [874, 144, 875, 2140]
logo-part-1: বাংলাদেশ [1110, 76, 1263, 123]
headline: রাজধানীর বিলপাড়ে মিলল [656, 1029, 869, 1053]
story-paragraph: (প্রথম পৃষ্ঠার পর) হয়েছে। অপর দিকে খুলনা জেলা বিএনপির নতুন কমিটি ঘোষণা করা হয়েছে। কেন্দ্রীয় নির্দেশনা অনুযায়ী এই কমিটি গঠন করা হয় বলে দলীয় সূত্রে জানা গেছে। [231, 172, 423, 256]
